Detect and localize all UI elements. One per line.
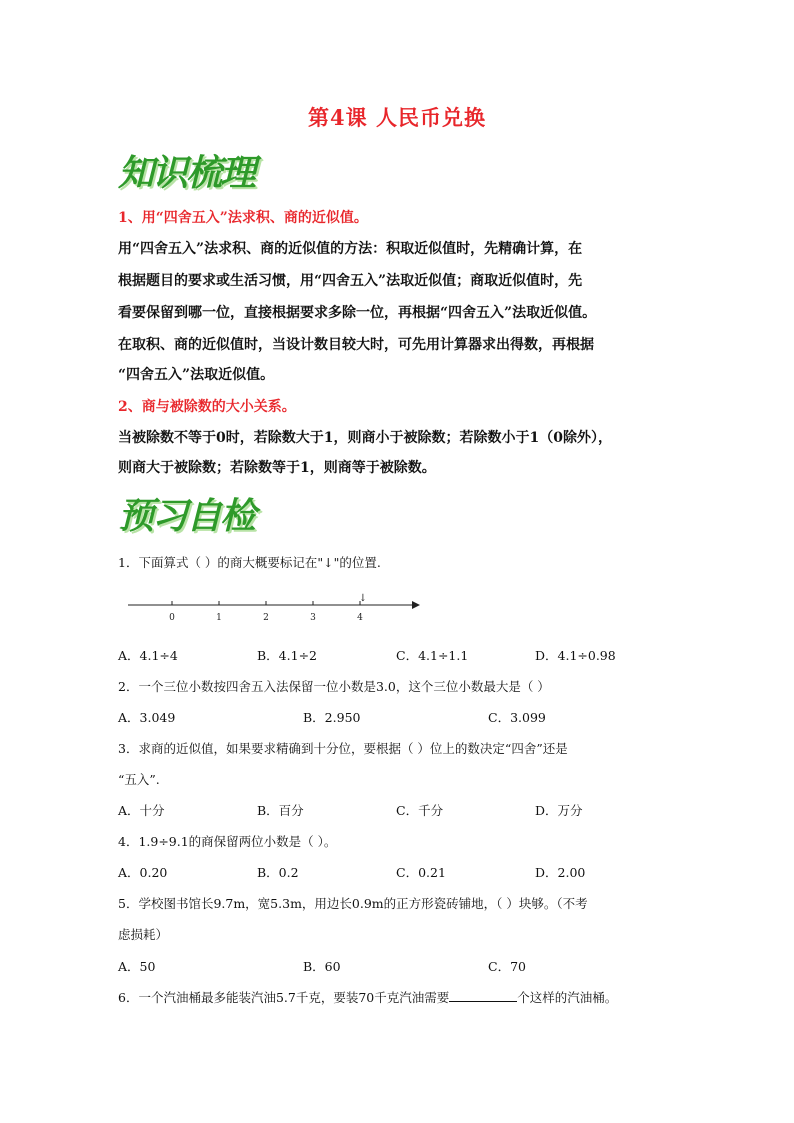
number-line-arrowhead bbox=[412, 601, 420, 609]
page-title: 第4课 人民币兑换 bbox=[308, 105, 486, 130]
q3-stem: 3．求商的近似值，如果要求精确到十分位，要根据（ ）位上的数决定“四舍”还是 bbox=[118, 741, 568, 756]
q3-option-a[interactable]: A．十分 bbox=[118, 803, 165, 818]
q5-option-b[interactable]: B．60 bbox=[303, 959, 341, 974]
q3-option-d[interactable]: D．万分 bbox=[535, 803, 583, 818]
q6-stem bbox=[118, 988, 617, 1006]
section1-line: 用“四舍五入”法求积、商的近似值的方法：积取近似值时，先精确计算，在 bbox=[118, 241, 583, 257]
q3-option-b[interactable]: B．百分 bbox=[257, 803, 304, 818]
q5-stem: 5．学校图书馆长9.7m，宽5.3m，用边长0.9m的正方形瓷砖铺地，（ ）块够。（不考 bbox=[118, 896, 588, 911]
section1-line: “四舍五入”法取近似值。 bbox=[118, 367, 275, 383]
section1-heading: 1、用“四舍五入”法求积、商的近似值。 bbox=[118, 210, 368, 226]
q2-option-b[interactable]: B．2.950 bbox=[303, 710, 361, 725]
number-line-tick-label: 1 bbox=[216, 613, 222, 623]
section2-line: 则商大于被除数；若除数等于1，则商等于被除数。 bbox=[118, 460, 436, 476]
q5-option-c[interactable]: C．70 bbox=[488, 959, 526, 974]
q4-option-b[interactable]: B．0.2 bbox=[257, 865, 299, 880]
down-arrow-icon: ↓ bbox=[358, 593, 368, 604]
number-line bbox=[128, 590, 428, 630]
q4-stem: 4．1.9÷9.1的商保留两位小数是（ ）。 bbox=[118, 834, 337, 849]
q1-option-b[interactable]: B．4.1÷2 bbox=[257, 648, 317, 663]
q5-option-a[interactable]: A．50 bbox=[118, 959, 156, 974]
q6-stem-after: 个这样的汽油桶。 bbox=[517, 990, 618, 1005]
banner-knowledge: 知识梳理 bbox=[118, 153, 255, 194]
q2-stem: 2．一个三位小数按四舍五入法保留一位小数是3.0，这个三位小数最大是（ ） bbox=[118, 679, 550, 694]
number-line-tick-label: 0 bbox=[169, 613, 175, 623]
q4-option-c[interactable]: C．0.21 bbox=[396, 865, 446, 880]
q1-option-c[interactable]: C．4.1÷1.1 bbox=[396, 648, 469, 663]
q2-option-a[interactable]: A．3.049 bbox=[118, 710, 176, 725]
q6-answer-blank[interactable] bbox=[449, 990, 517, 1002]
q4-option-a[interactable]: A．0.20 bbox=[118, 865, 168, 880]
q3-stem-cont: “五入”. bbox=[118, 772, 160, 787]
q4-option-d[interactable]: D．2.00 bbox=[535, 865, 586, 880]
number-line-tick-label: 4 bbox=[357, 613, 363, 623]
q3-option-c[interactable]: C．千分 bbox=[396, 803, 444, 818]
section1-line: 看要保留到哪一位，直接根据要求多除一位，再根据“四舍五入”法取近似值。 bbox=[118, 305, 597, 321]
number-line-tick-label: 3 bbox=[310, 613, 316, 623]
section2-heading: 2、商与被除数的大小关系。 bbox=[118, 399, 296, 415]
q6-stem-before: 6．一个汽油桶最多能装汽油5.7千克，要装70千克汽油需要 bbox=[118, 990, 450, 1005]
banner-preview: 预习自检 bbox=[118, 496, 255, 537]
q5-stem-cont: 虑损耗） bbox=[118, 927, 169, 942]
section1-line: 根据题目的要求或生活习惯，用“四舍五入”法取近似值；商取近似值时，先 bbox=[118, 273, 583, 289]
q1-option-a[interactable]: A．4.1÷4 bbox=[118, 648, 178, 663]
q1-option-d[interactable]: D．4.1÷0.98 bbox=[535, 648, 616, 663]
number-line-tick-label: 2 bbox=[263, 613, 269, 623]
section1-line: 在取积、商的近似值时，当设计数目较大时，可先用计算器求出得数，再根据 bbox=[118, 337, 594, 353]
q1-stem: 1．下面算式（ ）的商大概要标记在"↓"的位置. bbox=[118, 555, 381, 570]
section2-line: 当被除数不等于0时，若除数大于1，则商小于被除数；若除数小于1（0除外）， bbox=[118, 430, 612, 446]
q2-option-c[interactable]: C．3.099 bbox=[488, 710, 546, 725]
